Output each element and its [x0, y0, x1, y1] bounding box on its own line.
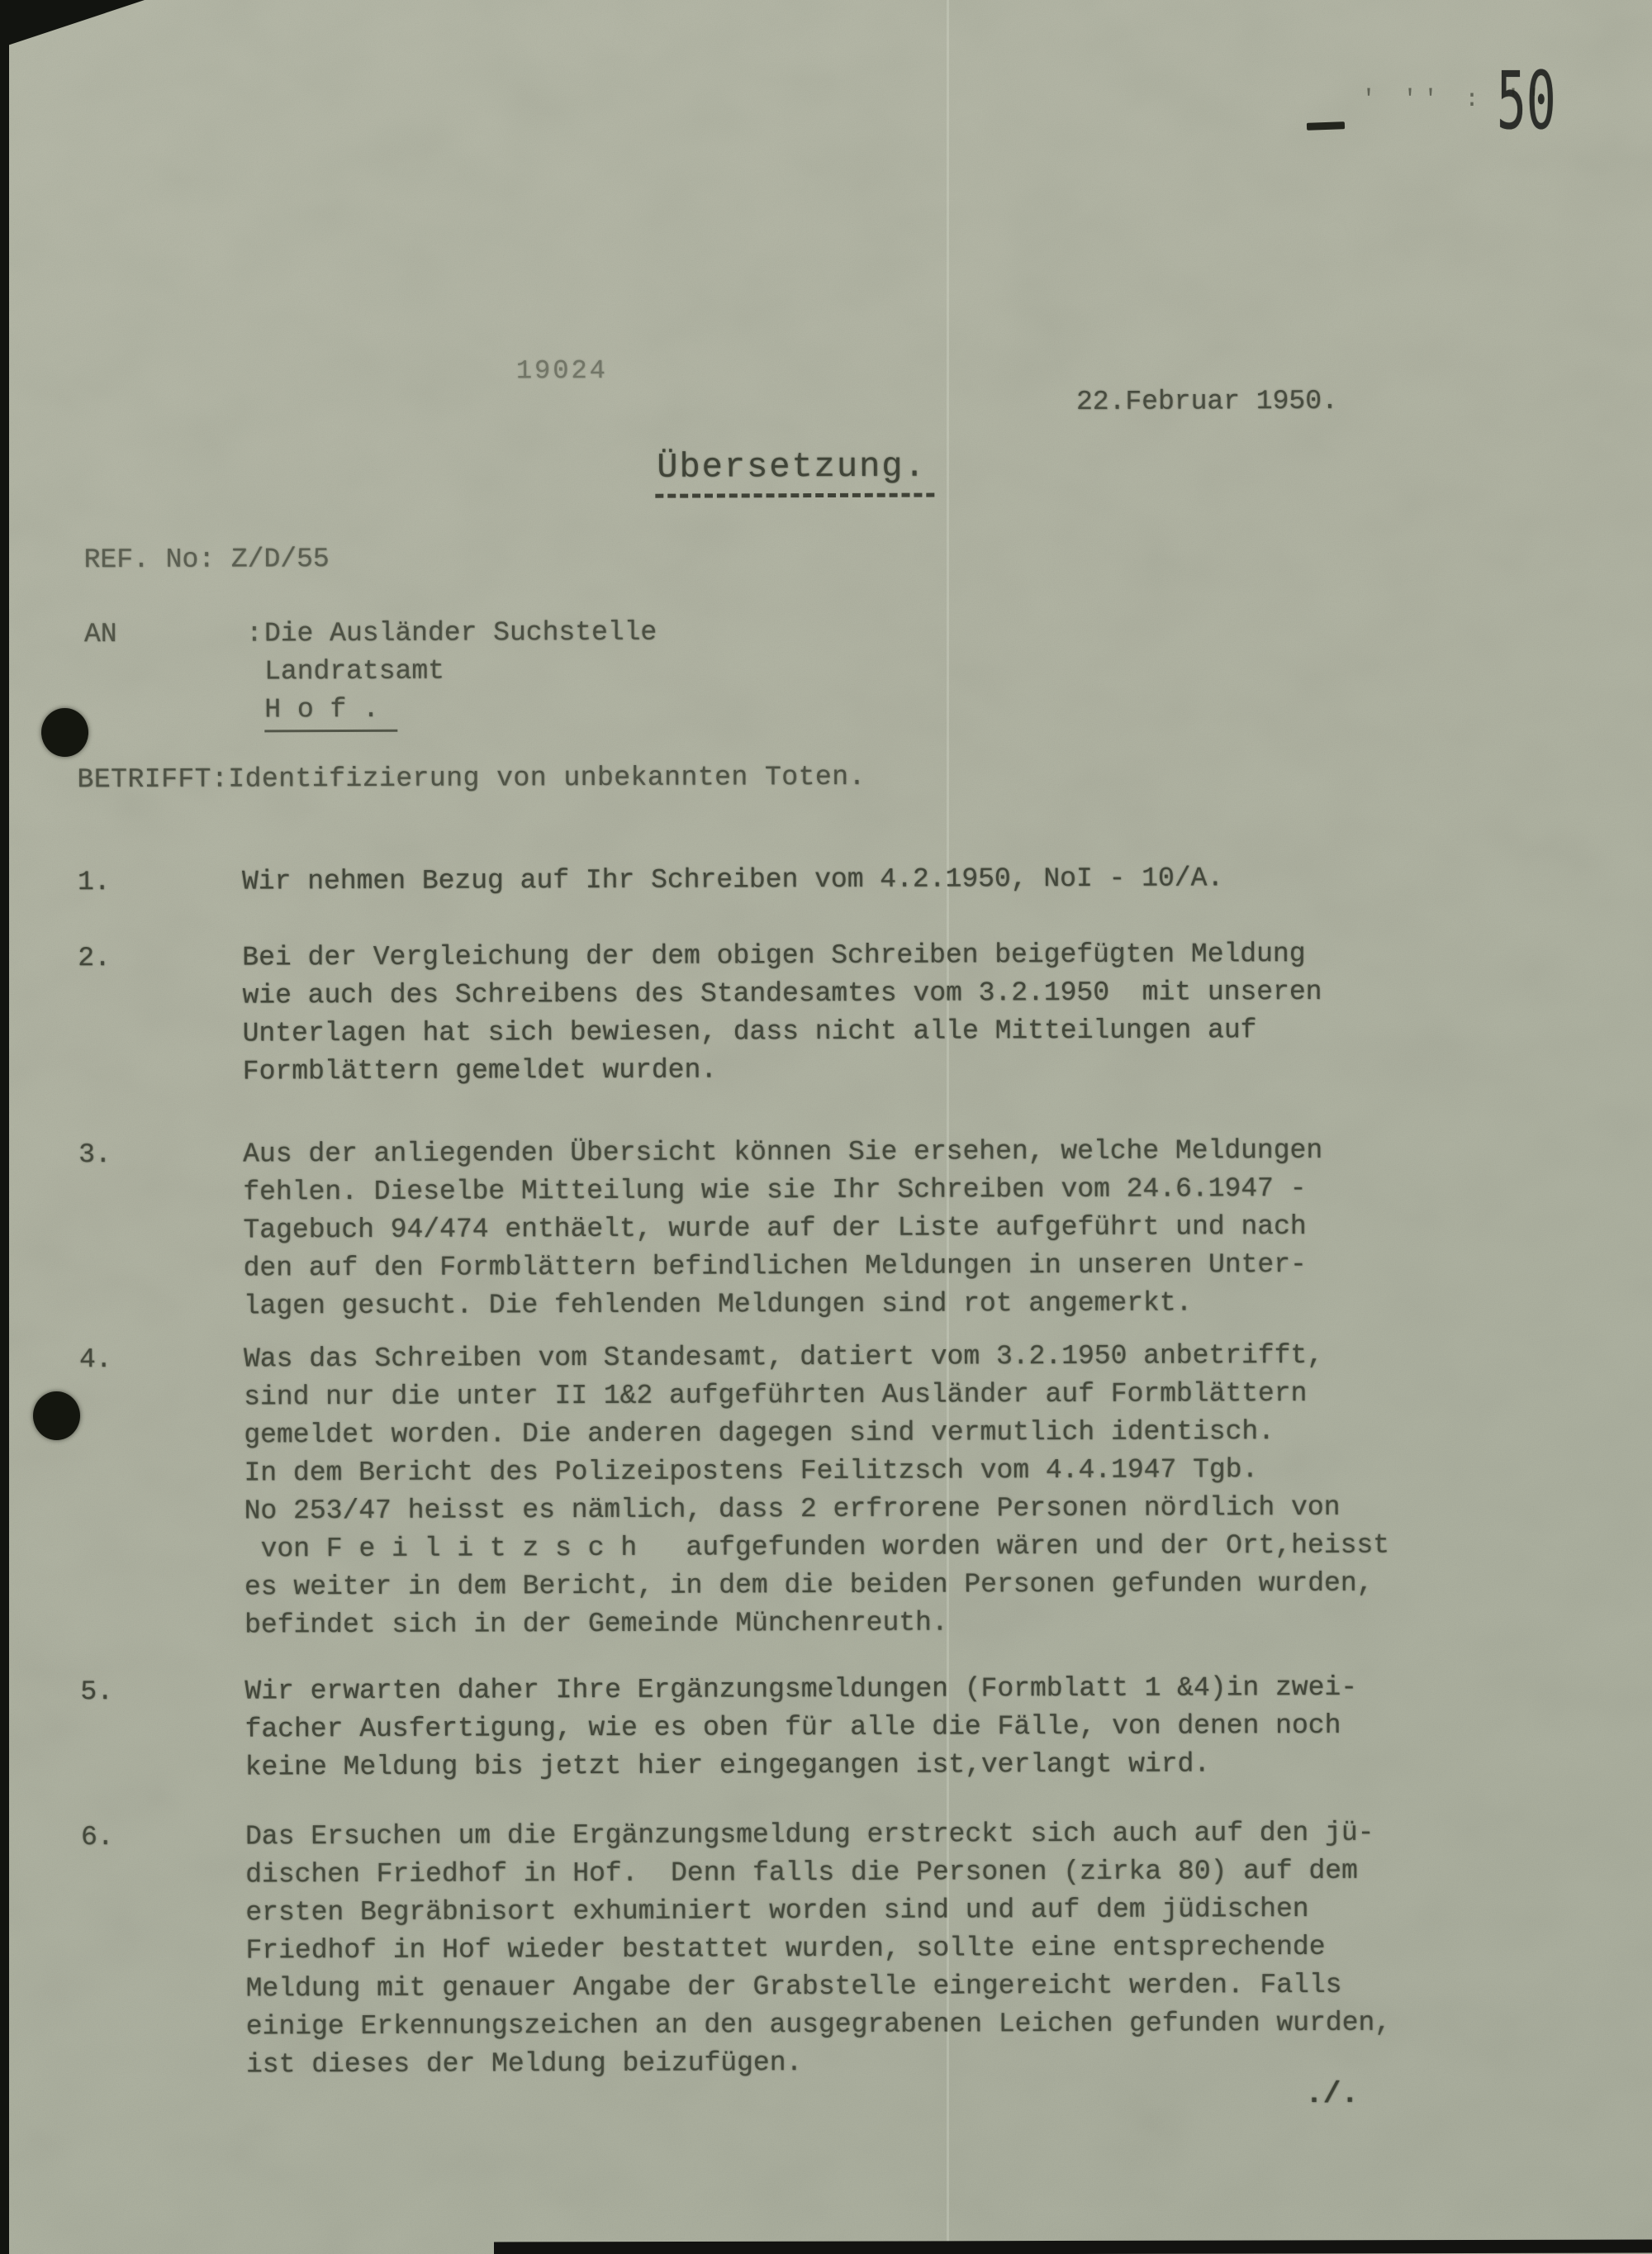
reference-line: REF. No: Z/D/55 — [83, 544, 330, 576]
hole-punch-top — [41, 708, 88, 757]
text-line: fehlen. Dieselbe Mitteilung wie sie Ihr Schreiben vom 24.6.1947 - — [243, 1172, 1307, 1208]
page-number-stamp: 50 — [1497, 55, 1556, 147]
recipient-line: Landratsamt — [264, 655, 444, 687]
text-line: Unterlagen hat sich bewiesen, dass nicht alle Mitteilungen auf — [242, 1015, 1257, 1049]
text-line: gemeldet worden. Die anderen dagegen sind vermutlich identisch. — [244, 1416, 1275, 1451]
paragraph-lines — [244, 1337, 1390, 1645]
recipient-line: H o f . — [264, 691, 397, 733]
pencil-tick-marks: ' '' : '' — [1361, 86, 1548, 114]
text-line: wie auch des Schreibens des Standesamtes vom 3.2.1950 mit unseren — [242, 976, 1322, 1011]
text-line: Formblättern gemeldet wurden. — [242, 1054, 718, 1087]
text-line: facher Ausfertigung, wie es oben für alle die Fälle, von denen noch — [244, 1710, 1341, 1745]
paragraph-lines — [242, 935, 1322, 1091]
document-number: 19024 — [515, 354, 608, 387]
continuation-mark: ./. — [1305, 2076, 1359, 2111]
paragraph-lines — [242, 859, 1223, 901]
paragraph-number: 2. — [78, 943, 111, 974]
paragraph-number: 5. — [80, 1676, 114, 1708]
paragraph — [2, 1814, 1652, 2080]
scan-edge-left — [0, 0, 9, 2254]
text-line: Aus der anliegenden Übersicht können Sie ersehen, welche Meldungen — [243, 1134, 1323, 1170]
paragraph-number: 1. — [77, 867, 111, 898]
paragraph — [0, 1131, 1652, 1322]
paragraph-number: 3. — [78, 1139, 112, 1171]
text-line: sind nur die unter II 1&2 aufgeführten Ausländer auf Formblättern — [244, 1377, 1308, 1413]
paragraph-lines — [243, 1132, 1323, 1326]
text-line: einige Erkennungszeichen an den ausgegrabenen Leichen gefunden wurden, — [245, 2007, 1392, 2042]
text-line: den auf den Formblättern befindlichen Meldungen in unseren Unter- — [243, 1248, 1307, 1284]
text-line: No 253/47 heisst es nämlich, dass 2 erfrorene Personen nördlich von — [244, 1491, 1341, 1527]
text-line: Tagebuch 94/474 enthäelt, wurde auf der Liste aufgeführt und nach — [243, 1210, 1307, 1246]
text-line: es weiter in dem Bericht, in dem die beiden Personen gefunden wurden, — [244, 1567, 1374, 1603]
text-line: Bei der Vergleichung der dem obigen Schreiben beigefügten Meldung — [242, 938, 1306, 973]
text-line: Was das Schreiben vom Standesamt, datiert vom 3.2.1950 anbetrifft, — [243, 1339, 1324, 1375]
text-line: Das Ersuchen um die Ergänzungsmeldung erstreckt sich auch auf den jü- — [244, 1817, 1374, 1852]
scan-edge-bottom — [494, 2240, 1652, 2254]
paragraph-lines — [244, 1669, 1357, 1787]
paragraph-number: 6. — [80, 1822, 114, 1853]
subject-line: BETRIFFT:Identifizierung von unbekannten Toten. — [77, 761, 866, 796]
text-line: von F e i l i t z s c h aufgefunden worden wären und der Ort,heisst — [244, 1529, 1390, 1565]
recipient-separator: : — [245, 618, 263, 649]
text-line: dischen Friedhof in Hof. Denn falls die Personen (zirka 80) auf dem — [245, 1855, 1358, 1890]
text-line: Friedhof in Hof wieder bestattet wurden, sollte eine entsprechende — [245, 1931, 1326, 1966]
text-line: Meldung mit genauer Angabe der Grabstelle eingereicht werden. Falls — [245, 1969, 1342, 2004]
paragraph — [2, 1668, 1652, 1783]
recipient-line: Die Ausländer Suchstelle — [263, 616, 657, 649]
hole-punch-bottom — [33, 1391, 80, 1440]
paragraph — [0, 858, 1651, 898]
paragraph-number: 4. — [78, 1344, 112, 1376]
paragraph — [0, 934, 1651, 1087]
text-line: ersten Begräbnisort exhuminiert worden sind und auf dem jüdischen — [245, 1893, 1309, 1928]
text-line: Wir nehmen Bezug auf Ihr Schreiben vom 4.2.1950, NoI - 10/A. — [241, 863, 1224, 897]
paragraph-lines — [245, 1814, 1391, 2085]
paragraph — [1, 1336, 1652, 1641]
text-line: lagen gesucht. Die fehlenden Meldungen sind rot angemerkt. — [243, 1287, 1193, 1322]
recipient-label: AN — [83, 618, 117, 650]
text-line: ist dieses der Meldung beizufügen. — [245, 2047, 803, 2080]
text-line: In dem Bericht des Polizeipostens Feilitzsch vom 4.4.1947 Tgb. — [244, 1454, 1259, 1489]
text-line: befindet sich in der Gemeinde Münchenreuth. — [244, 1607, 948, 1641]
date-line: 22.Februar 1950. — [1075, 385, 1338, 417]
text-line: keine Meldung bis jetzt hier eingegangen ist,verlangt wird. — [244, 1748, 1211, 1783]
text-line: Wir erwarten daher Ihre Ergänzungsmeldungen (Formblatt 1 &4)in zwei- — [244, 1671, 1358, 1707]
letter-title: Übersetzung. — [655, 446, 935, 498]
